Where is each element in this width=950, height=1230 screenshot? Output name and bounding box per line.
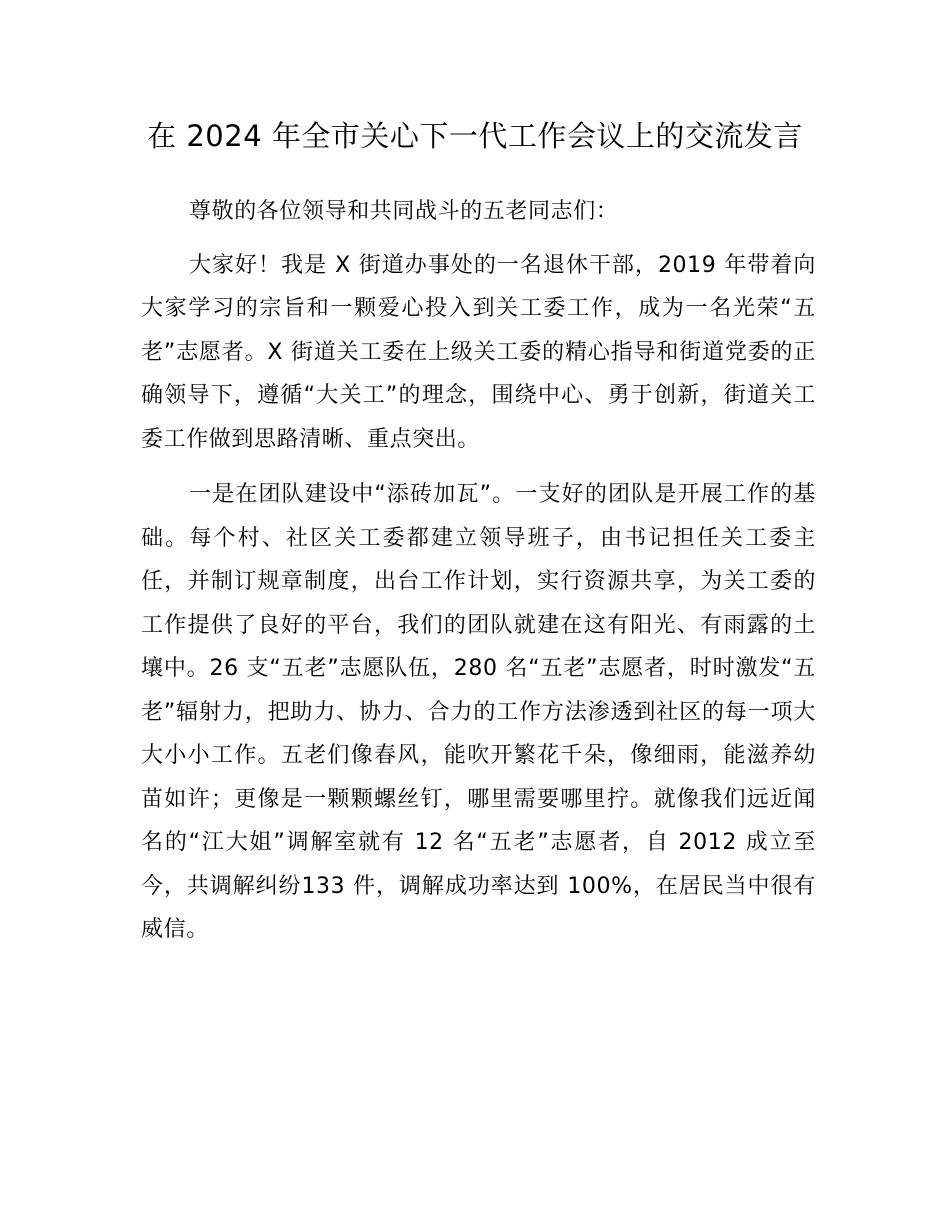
intro-paragraph: 大家好！我是 X 街道办事处的一名退休干部，2019 年带着向大家学习的宗旨和一颗爱心投入到关工委工作，成为一名光荣“五老”志愿者。X 街道关工委在上级关工委的精心指导和街道党委的正确领导下，遵循“大关工”的理念，围绕中心、勇于创新，街道关工委工作做到思路清晰、重点突出。 [141, 252, 816, 452]
team-building-paragraph: 一是在团队建设中“添砖加瓦”。一支好的团队是开展工作的基础。每个村、社区关工委都建立领导班子，由书记担任关工委主任，并制订规章制度，出台工作计划，实行资源共享，为关工委的工作提供了良好的平台，我们的团队就建在这有阳光、有雨露的土壤中。26 支“五老”志愿队伍，280 名“五老”志愿者，时时激发“五老”辐射力，把助力、协力、合力的工作方法渗透到社区的每一项大大小小工作。五老们像春风，能吹开繁花千朵，像细雨，能滋养幼苗如许；更像是一颗颗螺丝钉，哪里需要哪里拧。就像我们远近闻名的“江大姐”调解室就有 12 名“五老”志愿者，自 2012 成立至今，共调解纠纷133 件，调解成功率达到 100%，在居民当中很有威信。 [141, 482, 816, 942]
salutation-paragraph: 尊敬的各位领导和共同战斗的五老同志们： [189, 199, 619, 224]
document-title: 在 2024 年全市关心下一代工作会议上的交流发言 [147, 119, 803, 153]
document-body [141, 190, 816, 964]
